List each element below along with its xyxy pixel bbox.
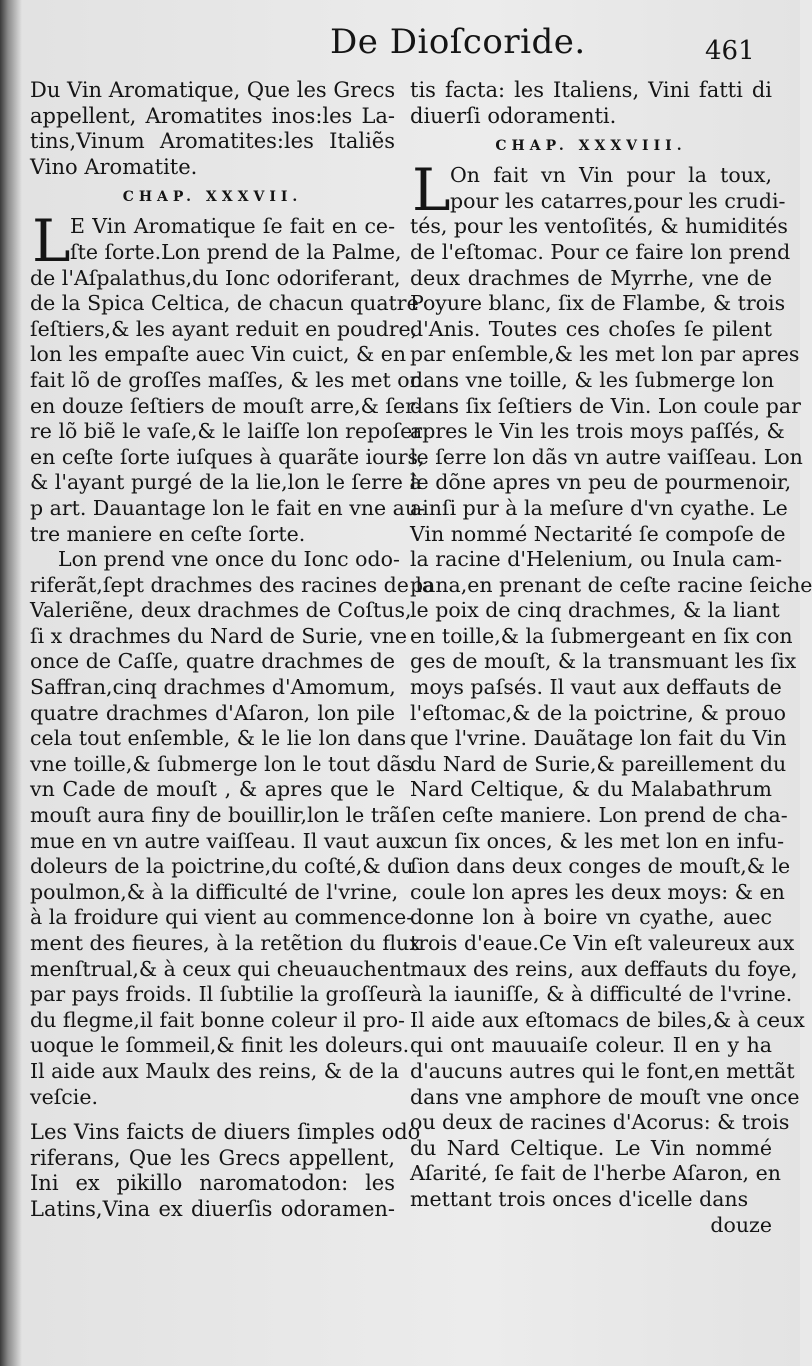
text-line: cun ſix onces, & les met lon en infu- [410,828,785,853]
text-line: Lon prend vne once du Ionc odo- [58,547,400,572]
text-line: p art. Dauantage lon le fait en vne au- [30,495,426,520]
text-line: re lõ biẽ le vaſe,& le laiſſe lon repoſer [30,419,423,444]
text-line: ſion dans deux conges de mouſt,& le [410,854,791,879]
text-line: donne lon à boire vn cyathe, auec [410,905,772,930]
text-line: ges de mouſt, & la transmuant les ſix [410,649,797,674]
paragraph-cough-wine [410,156,812,1212]
text-line: ou deux de racines d'Acorus: & trois [410,1110,790,1135]
text-line: once de Caſſe, quatre drachmes de [30,649,395,674]
text-line: poulmon,& à la difficulté de l'vrine, [30,879,399,904]
text-line: tins,Vinum Aromatites:les Italiẽs [30,129,395,154]
text-line: fait lõ de groſſes maſſes, & les met on [30,367,423,392]
text-line: à la froidure qui vient au commence- [30,905,414,930]
text-line: Poyure blanc, ſix de Flambe, & trois [410,291,786,316]
chapter-heading-38 [30,1120,421,1222]
text-line: Il aide aux Maulx des reins, & de la [30,1058,400,1083]
text-line: apres le Vin les trois moys paſſés, & [410,419,785,444]
text-line: ainſi pur à la meſure d'vn cyathe. Le [410,495,788,520]
text-line: qui ont mauuaiſe coleur. Il en y ha [410,1033,772,1058]
text-line: ſi x drachmes du Nard de Surie, vne [30,623,408,648]
chapter-label-37: CHAP. XXXVII. [122,189,303,206]
text-line: Ini ex pikillo naromatodon: les [30,1171,395,1196]
text-line: que l'vrine. Dauãtage lon fait du Vin [410,726,787,751]
text-line: menſtrual,& à ceux qui cheuauchent [30,956,411,981]
text-line: quatre drachmes d'Aſaron, lon pile [30,700,395,725]
text-line: mue en vn autre vaiſſeau. Il vaut aux [30,828,413,853]
text-line: ſte ſorte.Lon prend de la Palme, [70,239,402,264]
text-line: On fait vn Vin pour la toux, [450,163,772,188]
text-line: maux des reins, aux deffauts du foye, [410,956,798,981]
text-line: vne toille,& ſubmerge lon le tout dãs [30,751,413,776]
text-line: en douze ſeſtiers de mouſt arre,& ſer- [30,393,422,418]
text-line: le ſerre lon dãs vn autre vaiſſeau. Lon [410,444,803,469]
text-line: dans vne toille, & les ſubmerge lon [410,367,775,392]
text-line: Saffran,cinq drachmes d'Amomum, [30,675,396,700]
text-line: appellent, Aromatites inos:les La- [30,103,395,128]
text-line: la racine d'Helenium, ou Inula cam- [410,547,783,572]
text-line: uoque le ſommeil,& finit les doleurs. [30,1033,410,1058]
text-line: lon les empaſte auec Vin cuict, & en [30,342,407,367]
text-line: de l'eſtomac. Pour ce faire lon prend [410,239,791,264]
text-line: le poix de cinq drachmes, & la liant [410,598,780,623]
page-number: 461 [705,36,755,66]
text-line: par enſemble,& les met lon par apres [410,342,800,367]
text-line: du flegme,il fait bonne coleur il pro- [30,1007,405,1032]
running-head: De Dioſcoride. [330,22,586,62]
text-line: Latins,Vina ex diuerſis odoramen- [30,1196,395,1221]
paragraph-aromatic-wine [30,207,426,547]
text-line: à la iauniſſe, & à difficulté de l'vrine. [410,982,793,1007]
right-column [410,78,812,1238]
text-line: en toille,& la ſubmergeant en ſix con [410,623,793,648]
text-line: Vino Aromatite. [30,154,198,179]
text-line: en ceſte maniere. Lon prend de cha- [410,803,788,828]
text-line: ment des fieures, à la retẽtion du flux [30,931,421,955]
text-line: Vin nommé Nectarité ſe compoſe de [410,521,786,546]
text-line: veſcie. [30,1084,98,1109]
text-line: deux drachmes de Myrrhe, vne de [410,265,772,290]
text-line: tés, pour les ventoſités, & humidités [410,214,788,239]
drop-capital: L [412,156,451,225]
text-line: Aſarité, ſe fait de l'herbe Aſaron, en [410,1161,781,1186]
text-line: par pays froids. Il ſubtilie la groſſeur [30,982,412,1007]
text-line: d'Anis. Toutes ces choſes ſe pilent [410,316,772,341]
text-line: de l'Aſpalathus,du Ionc odoriferant, [30,265,401,290]
text-line: de la Spica Celtica, de chacun quatre [30,291,419,316]
text-line: dans vne amphore de mouſt vne once [410,1084,800,1109]
text-line: tre maniere en ceſte ſorte. [30,521,306,546]
text-line: mouſt aura finy de bouillir,lon le trãſ [30,803,409,828]
text-line: coule lon apres les deux moys: & en [410,879,785,904]
text-line: vn Cade de mouſt , & apres que le [30,777,395,802]
text-line: riferans, Que les Grecs appellent, [30,1145,395,1170]
text-line: & l'ayant purgé de la lie,lon le ſerre à [30,470,422,495]
catchword: douze [710,1212,772,1237]
chapter-label-38: CHAP. XXXVIII. [495,138,687,155]
text-line: du Nard Celtique. Le Vin nommé [410,1135,772,1160]
text-line: le dõne apres vn peu de pourmenoir, [410,470,792,495]
text-line: en ceſte ſorte iuſques à quarãte iours, [30,444,425,469]
text-line: ſeſtiers,& les ayant reduit en poudre, [30,316,418,341]
text-line: Les Vins faicts de diuers ſimples odo [30,1120,421,1145]
text-line: cela tout enſemble, & le lie lon dans [30,726,407,751]
text-line: tis facta: les Italiens, Vini fatti di [410,78,772,102]
text-line: Nard Celtique, & du Malabathrum [410,777,772,802]
text-line: du Nard de Surie,& pareillement du [410,751,787,776]
paragraph-second-recipe [30,547,435,1110]
text-line: dans ſix ſeſtiers de Vin. Lon coule par [410,393,801,418]
text-line: E Vin Aromatique ſe fait en ce- [70,214,395,239]
text-line: l'eſtomac,& de la poictrine, & prouo [410,700,787,725]
chapter-heading-38-continued [410,78,772,129]
left-column [30,78,435,1223]
text-line: pana,en prenant de ceſte racine ſeiche [410,572,812,597]
text-line: pour les catarres,pour les crudi- [450,188,786,213]
text-line: riferãt,ſept drachmes des racines de la [30,572,435,597]
text-line: Du Vin Aromatique, Que les Grecs [30,78,396,102]
text-line: diuerſi odoramenti. [410,103,617,128]
chapter-heading-37 [30,78,395,180]
text-line: trois d'eaue.Ce Vin eſt valeureux aux [410,931,795,955]
text-line: moys paſsés. Il vaut aux deffauts de [410,675,782,700]
text-line: d'aucuns autres qui le font,en mettãt [410,1058,795,1083]
text-line: Il aide aux eſtomacs de biles,& à ceux [410,1007,805,1032]
text-line: Valeriẽne, deux drachmes de Coſtus, [30,598,412,623]
drop-capital: L [32,207,71,276]
text-line: mettant trois onces d'icelle dans [410,1186,749,1211]
text-line: doleurs de la poictrine,du coſté,& du [30,854,414,879]
